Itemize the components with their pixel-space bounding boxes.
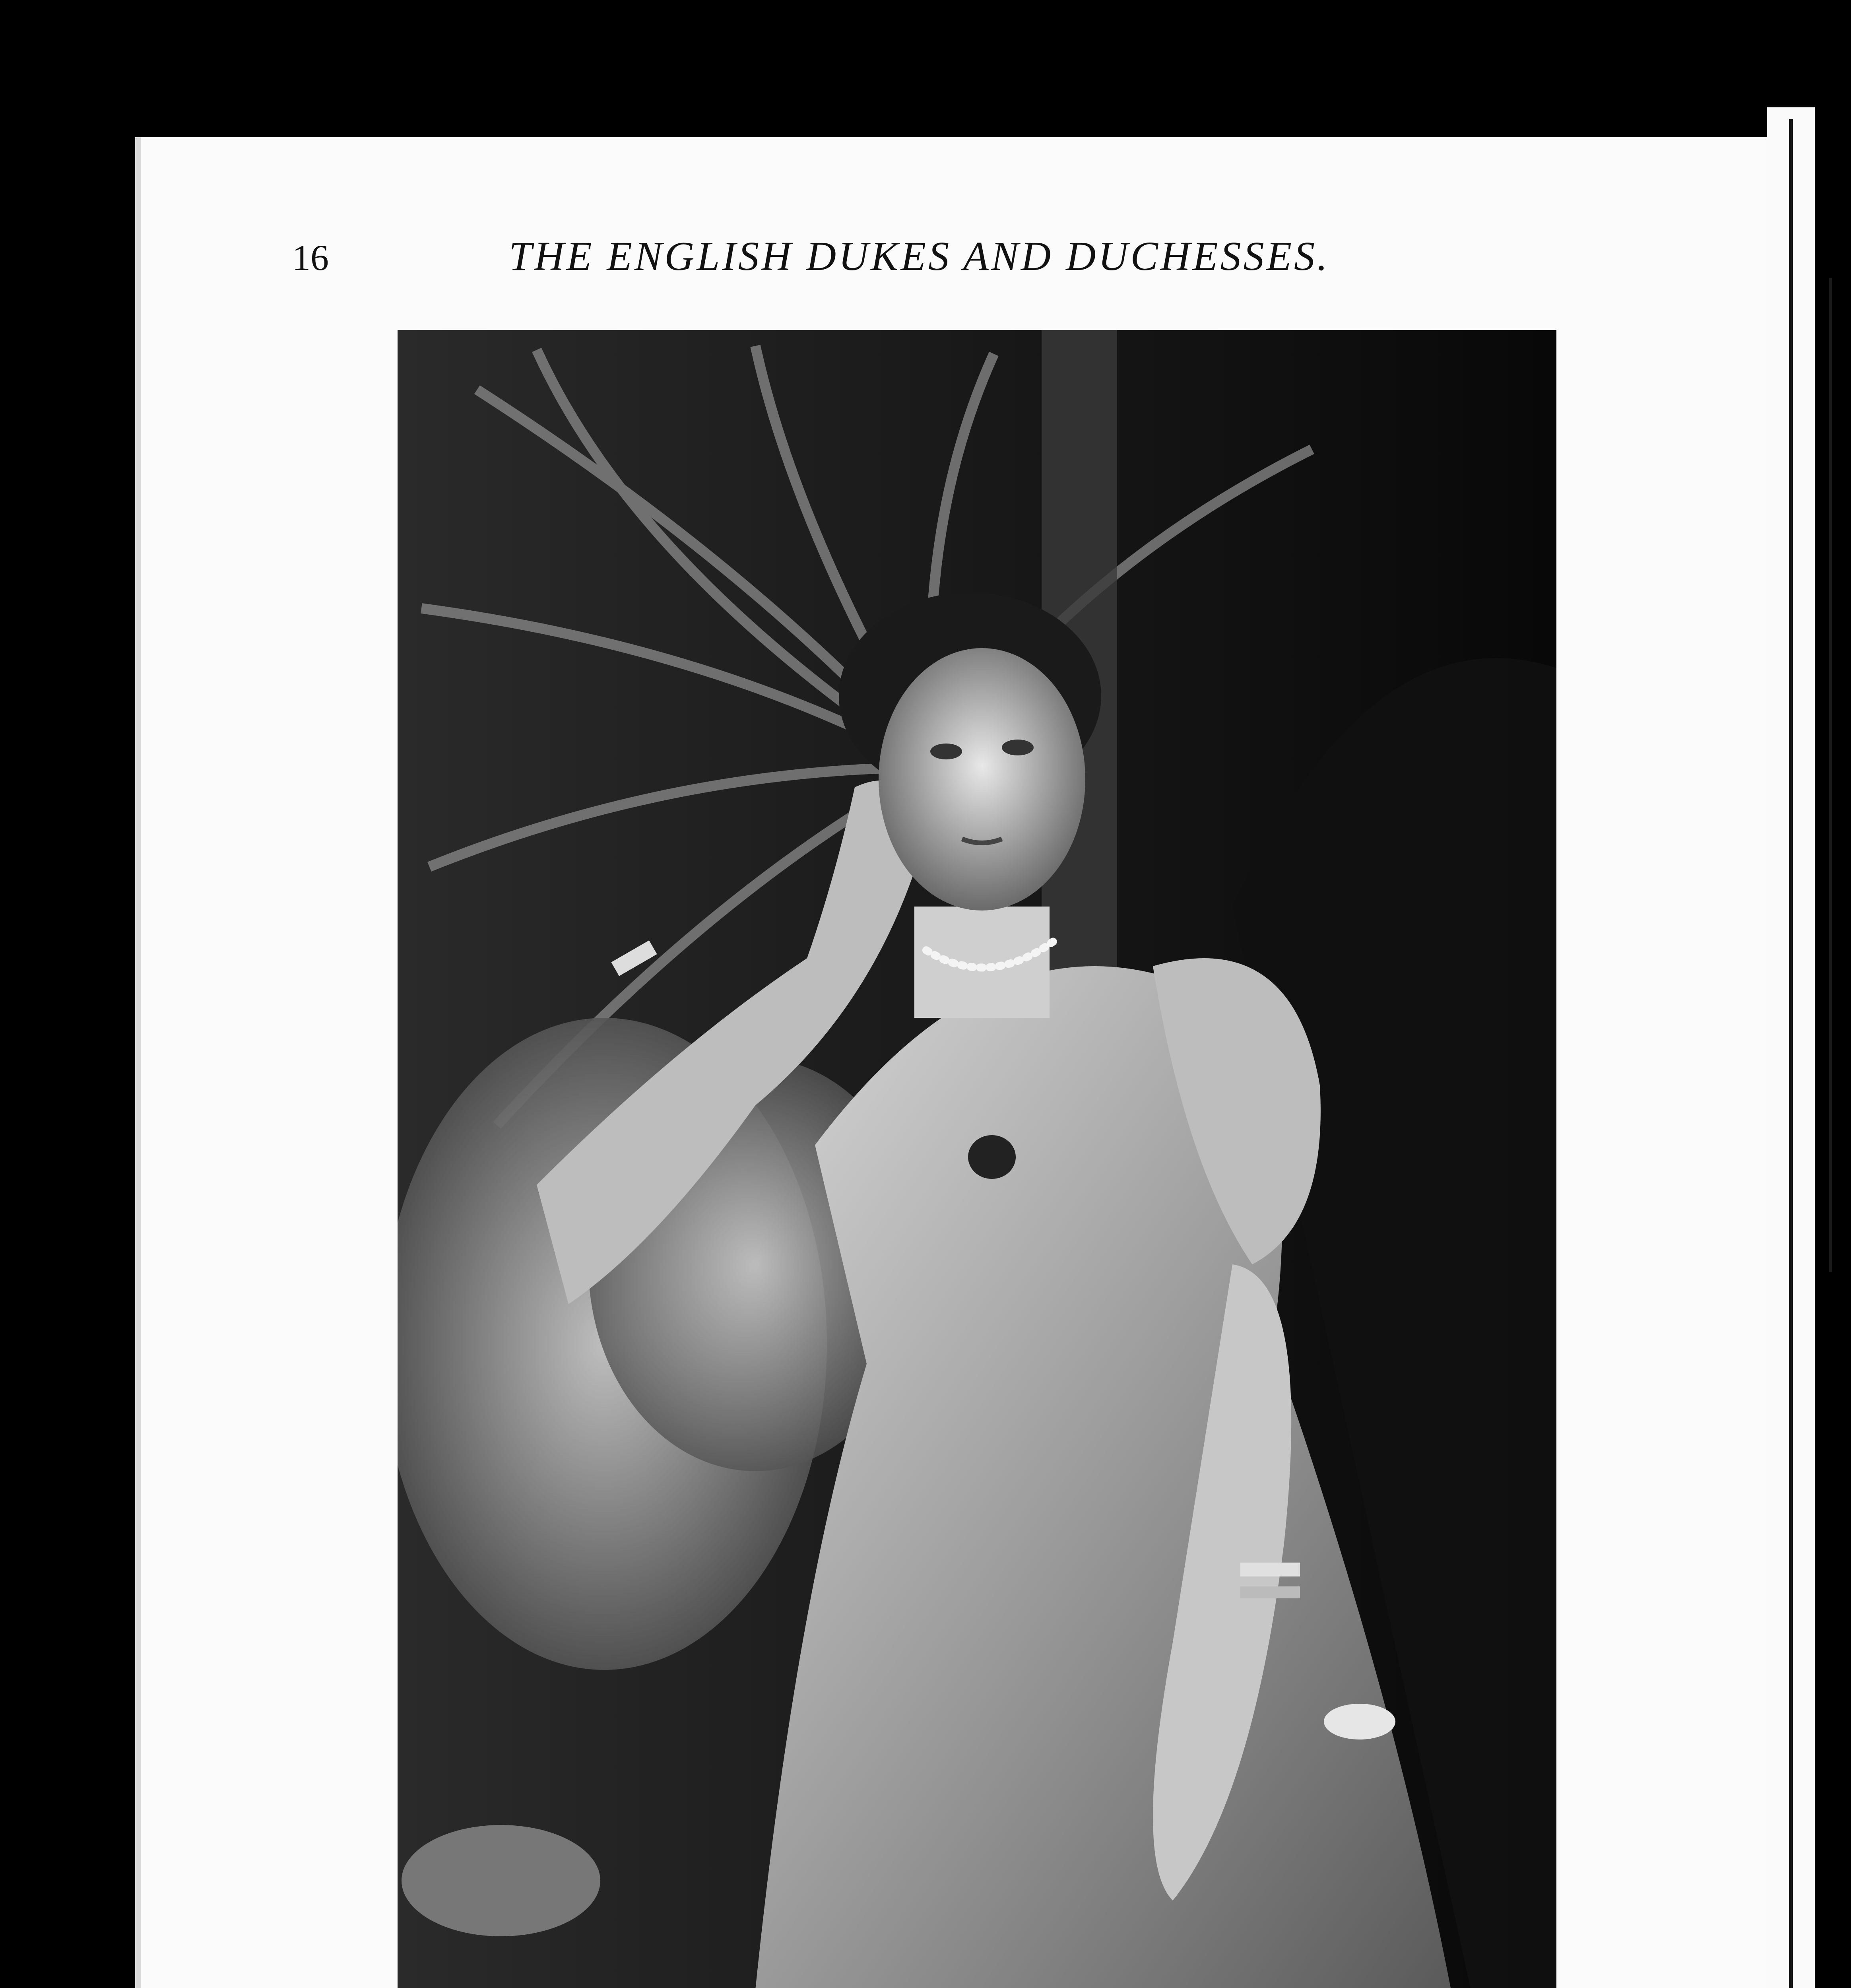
- portrait-image: [398, 330, 1556, 1988]
- page-edge-shadow: [1789, 119, 1793, 1988]
- page-number: 16: [292, 237, 329, 278]
- portrait-photograph: [398, 330, 1556, 1988]
- running-title: THE ENGLISH DUKES AND DUCHESSES.: [509, 233, 1330, 279]
- page-edge-shadow-secondary: [1829, 278, 1832, 1272]
